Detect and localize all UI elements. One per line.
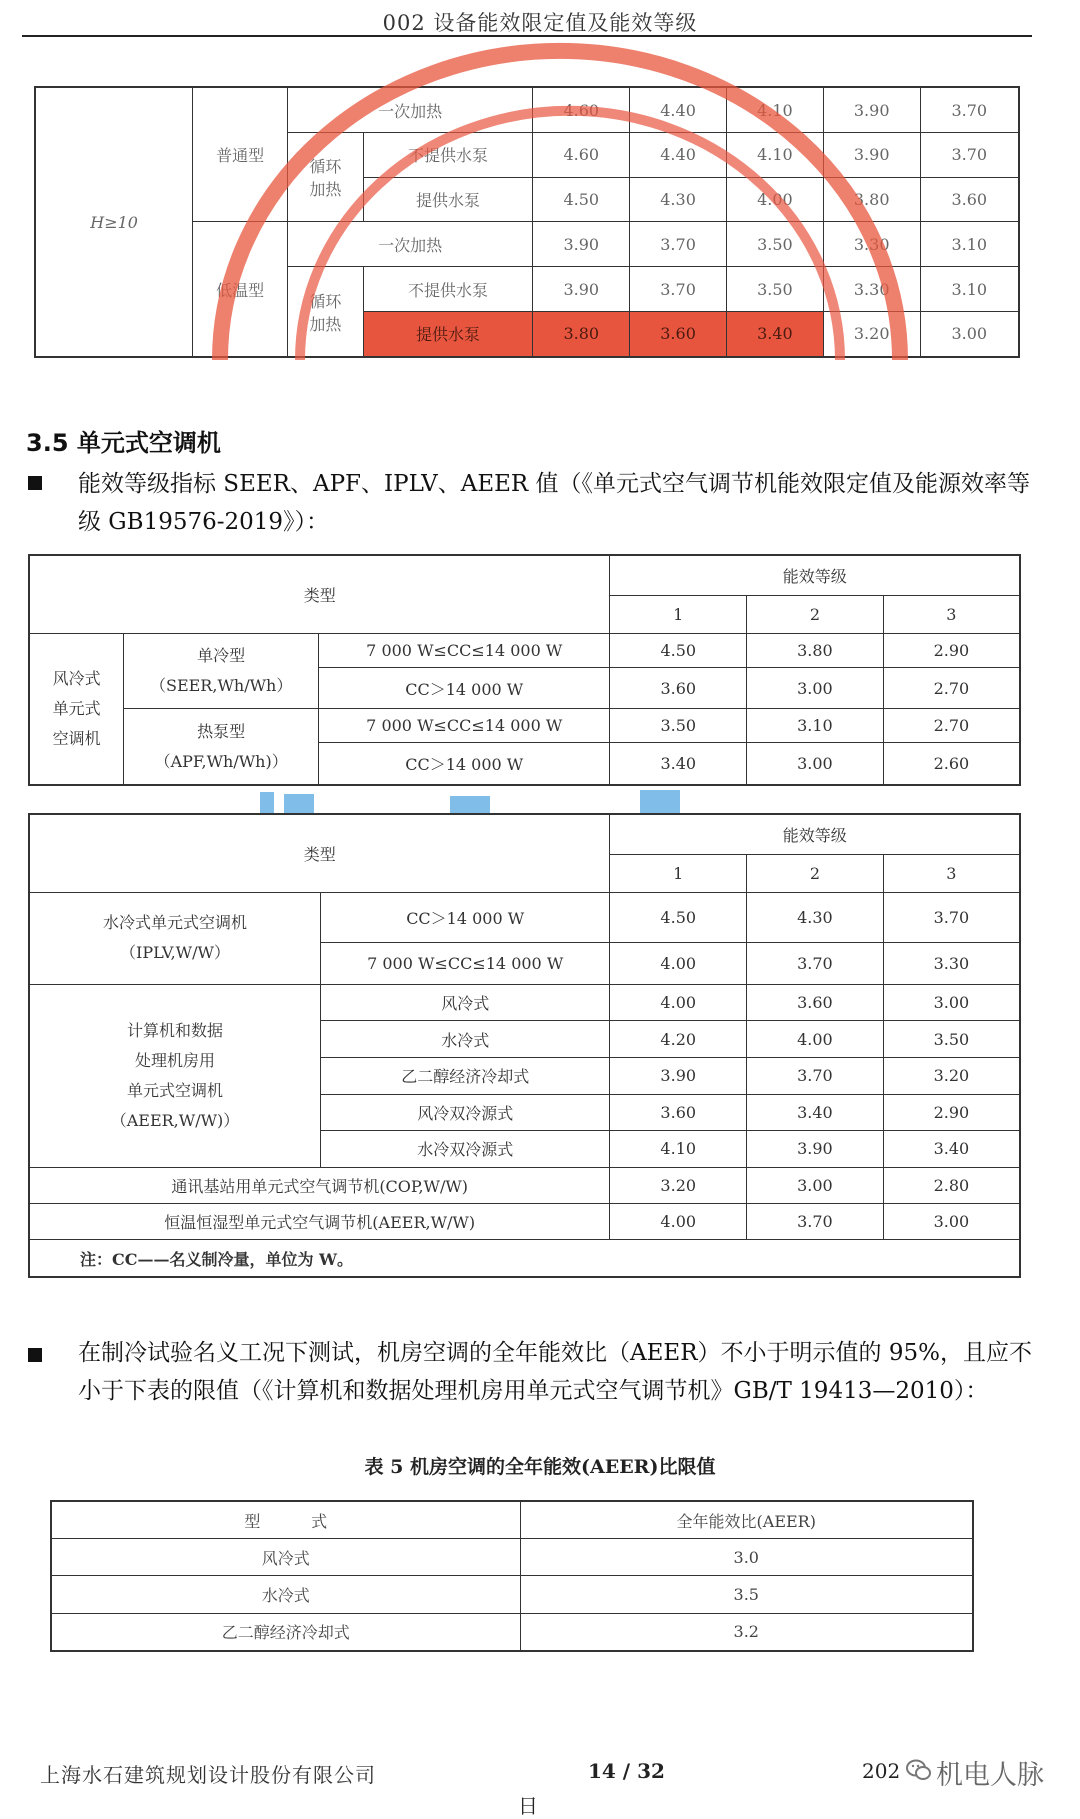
footer-company: 上海水石建筑规划设计股份有限公司: [40, 1763, 376, 1787]
aeer-limit-table: [50, 1500, 974, 1652]
value-cell: 4.60: [533, 87, 630, 133]
mode-label: 提供水泵: [363, 177, 533, 222]
condition-label: CC＞14 000 W: [319, 667, 610, 708]
value-cell: 3.70: [747, 1204, 884, 1240]
value-cell: 3.90: [533, 222, 630, 267]
value-cell: 4.00: [610, 942, 747, 984]
category-label: 风冷式 单元式 空调机: [29, 633, 124, 785]
value-cell: 3.00: [747, 1167, 884, 1203]
value-cell: 3.70: [747, 1057, 884, 1094]
value-cell: 3.70: [747, 942, 884, 984]
water-cooled-label: 水冷式单元式空调机 （IPLV,W/W）: [29, 892, 321, 984]
condition-label: 水冷双冷源式: [321, 1131, 610, 1168]
footer-date: 202: [862, 1759, 901, 1783]
condition-label: 乙二醇经济冷却式: [321, 1057, 610, 1094]
value-cell: 3.00: [920, 311, 1019, 357]
value-cell: 3.40: [883, 1131, 1020, 1168]
grade-label: 1: [610, 595, 747, 633]
value-cell: 3.80: [747, 633, 884, 667]
value-cell: 2.80: [883, 1167, 1020, 1203]
subgroup-label: 单冷型 （SEER,Wh/Wh）: [124, 633, 319, 709]
type-label: 低温型: [193, 222, 288, 357]
type-label: 普通型: [193, 87, 288, 222]
column-header: 型 式: [51, 1501, 520, 1539]
header-rule: [22, 35, 1032, 37]
value-cell: 3.00: [747, 667, 884, 708]
value-cell: 3.90: [747, 1131, 884, 1168]
value-cell: 3.40: [610, 743, 747, 785]
mode-label: 不提供水泵: [363, 133, 533, 178]
type-cell: 乙二醇经济冷却式: [51, 1613, 520, 1651]
value-cell: 3.60: [610, 1094, 747, 1131]
value-cell: 3.20: [610, 1167, 747, 1203]
paragraph-efficiency-standard: 能效等级指标 SEER、APF、IPLV、AEER 值（《单元式空气调节机能效限定值及能源效率等级 GB19576-2019》）：: [78, 471, 1031, 535]
value-cell: 3.50: [883, 1021, 1020, 1058]
section-title: 3.5 单元式空调机: [26, 429, 221, 457]
value-cell: 3.30: [883, 942, 1020, 984]
heat-pump-table: [34, 86, 1020, 358]
value-cell: 2.90: [883, 1094, 1020, 1131]
value-cell: 4.20: [610, 1021, 747, 1058]
grade-label: 2: [747, 854, 884, 892]
type-header: 类型: [29, 555, 610, 633]
value-cell: 3.80: [533, 311, 630, 357]
value-cell: 3.70: [920, 133, 1019, 178]
value-cell: 4.40: [630, 87, 727, 133]
table-note: 注：CC——名义制冷量，单位为 W。: [29, 1240, 1020, 1277]
value-cell: 3.0: [520, 1539, 973, 1576]
value-cell: 3.10: [747, 709, 884, 743]
value-cell: 3.30: [823, 267, 920, 312]
value-cell: 3.70: [630, 222, 727, 267]
footer-date-tail: 日: [518, 1794, 538, 1818]
page-footer: [0, 1740, 1080, 1817]
grade-header: 能效等级: [610, 814, 1020, 854]
value-cell: 2.70: [883, 709, 1020, 743]
value-cell: 3.30: [823, 222, 920, 267]
mode-label: 不提供水泵: [363, 267, 533, 312]
value-cell: 2.90: [883, 633, 1020, 667]
value-cell: 3.90: [823, 133, 920, 178]
mode-label: 一次加热: [287, 87, 532, 133]
value-cell: 4.00: [610, 984, 747, 1021]
value-cell: 3.50: [726, 267, 823, 312]
value-cell: 3.80: [823, 177, 920, 222]
value-cell: 3.40: [747, 1094, 884, 1131]
table-caption: 表 5 机房空调的全年能效(AEER)比限值: [364, 1456, 716, 1478]
value-cell: 4.30: [630, 177, 727, 222]
value-cell: 3.40: [726, 311, 823, 357]
value-cell: 4.10: [726, 87, 823, 133]
watermark-fragment: [200, 784, 760, 814]
condition-label: 7 000 W≤CC≤14 000 W: [321, 942, 610, 984]
value-cell: 4.50: [533, 177, 630, 222]
value-cell: 3.60: [747, 984, 884, 1021]
constant-temp-label: 恒温恒湿型单元式空气调节机(AEER,W/W): [29, 1204, 610, 1240]
mode-label: 一次加热: [287, 222, 532, 267]
height-label: H≥10: [35, 87, 193, 357]
page-header: [0, 0, 1080, 38]
bullet-square-icon: [28, 1348, 42, 1362]
value-cell: 3.70: [883, 892, 1020, 942]
type-cell: 风冷式: [51, 1539, 520, 1576]
value-cell: 3.70: [920, 87, 1019, 133]
value-cell: 4.10: [610, 1131, 747, 1168]
value-cell: 3.50: [610, 709, 747, 743]
header-title: 002 设备能效限定值及能效等级: [382, 11, 698, 35]
value-cell: 4.60: [533, 133, 630, 178]
heat-label: 循环 加热: [287, 267, 363, 357]
page-number: 14 / 32: [588, 1759, 665, 1783]
column-header: 全年能效比(AEER): [520, 1501, 973, 1539]
value-cell: 4.50: [610, 633, 747, 667]
value-cell: 3.90: [533, 267, 630, 312]
condition-label: CC＞14 000 W: [321, 892, 610, 942]
condition-label: 风冷式: [321, 984, 610, 1021]
grade-label: 3: [883, 595, 1020, 633]
value-cell: 3.60: [610, 667, 747, 708]
bullet-square-icon: [28, 476, 42, 490]
value-cell: 3.2: [520, 1613, 973, 1651]
condition-label: CC＞14 000 W: [319, 743, 610, 785]
grade-label: 2: [747, 595, 884, 633]
value-cell: 3.70: [630, 267, 727, 312]
type-cell: 水冷式: [51, 1576, 520, 1613]
value-cell: 4.00: [747, 1021, 884, 1058]
value-cell: 3.50: [726, 222, 823, 267]
mode-label: 提供水泵: [363, 311, 533, 357]
grade-label: 3: [883, 854, 1020, 892]
value-cell: 3.00: [883, 984, 1020, 1021]
value-cell: 4.00: [610, 1204, 747, 1240]
value-cell: 3.20: [883, 1057, 1020, 1094]
value-cell: 3.00: [883, 1204, 1020, 1240]
condition-label: 风冷双冷源式: [321, 1094, 610, 1131]
condition-label: 7 000 W≤CC≤14 000 W: [319, 633, 610, 667]
value-cell: 3.60: [630, 311, 727, 357]
air-cooled-unit-table: [28, 554, 1021, 786]
type-header: 类型: [29, 814, 610, 892]
computer-room-label: 计算机和数据 处理机房用 单元式空调机 （AEER,W/W)）: [29, 984, 321, 1167]
value-cell: 3.20: [823, 311, 920, 357]
value-cell: 4.40: [630, 133, 727, 178]
telecom-label: 通讯基站用单元式空气调节机(COP,W/W): [29, 1167, 610, 1203]
value-cell: 3.5: [520, 1576, 973, 1613]
brand-watermark: 机电人脉: [936, 1760, 1044, 1791]
grade-header: 能效等级: [610, 555, 1020, 595]
heat-label: 循环 加热: [287, 133, 363, 222]
value-cell: 3.60: [920, 177, 1019, 222]
paragraph-aeer-requirement: 在制冷试验名义工况下测试，机房空调的全年能效比（AEER）不小于明示值的 95%，且应不小于下表的限值（《计算机和数据处理机房用单元式空气调节机》GB/T 19413—2010）：: [78, 1340, 1032, 1404]
value-cell: 4.30: [747, 892, 884, 942]
wechat-icon: [905, 1756, 933, 1784]
subgroup-label: 热泵型 （APF,Wh/Wh)）: [124, 709, 319, 785]
grade-label: 1: [610, 854, 747, 892]
value-cell: 2.60: [883, 743, 1020, 785]
value-cell: 2.70: [883, 667, 1020, 708]
value-cell: 3.90: [610, 1057, 747, 1094]
unit-ac-efficiency-table: [28, 813, 1021, 1278]
condition-label: 水冷式: [321, 1021, 610, 1058]
value-cell: 3.90: [823, 87, 920, 133]
condition-label: 7 000 W≤CC≤14 000 W: [319, 709, 610, 743]
value-cell: 4.50: [610, 892, 747, 942]
value-cell: 3.10: [920, 267, 1019, 312]
value-cell: 3.10: [920, 222, 1019, 267]
value-cell: 4.10: [726, 133, 823, 178]
value-cell: 3.00: [747, 743, 884, 785]
value-cell: 4.00: [726, 177, 823, 222]
